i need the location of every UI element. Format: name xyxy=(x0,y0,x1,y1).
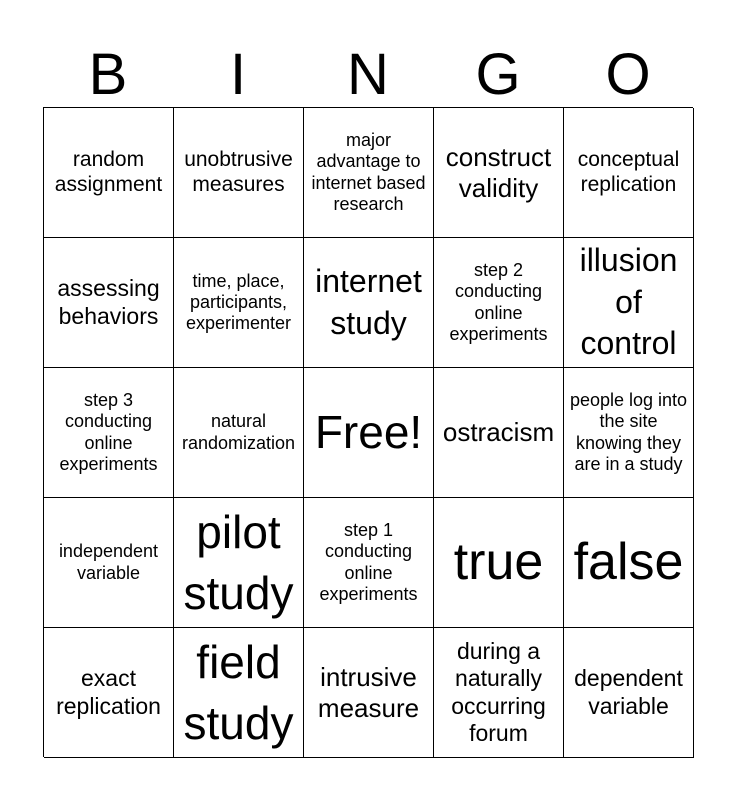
bingo-board xyxy=(43,107,693,757)
bingo-cell[interactable] xyxy=(564,628,694,758)
header-letter-n: N xyxy=(347,42,389,107)
cell-text: pilot study xyxy=(183,505,294,619)
bingo-cell[interactable] xyxy=(44,238,174,368)
cell-text: intrusive measure xyxy=(317,661,420,723)
cell-text: false xyxy=(573,532,684,591)
bingo-cell[interactable] xyxy=(174,498,304,628)
cell-text: major advantage to internet based research xyxy=(311,130,426,214)
cell-text: independent variable xyxy=(58,541,159,583)
bingo-cell[interactable] xyxy=(564,238,694,368)
bingo-cell[interactable] xyxy=(304,498,434,628)
bingo-cell[interactable] xyxy=(44,108,174,238)
bingo-cell[interactable] xyxy=(434,108,564,238)
bingo-cell[interactable] xyxy=(44,498,174,628)
cell-text: step 3 conducting online experiments xyxy=(59,390,158,474)
header-letter-o: O xyxy=(605,42,651,107)
bingo-cell[interactable] xyxy=(434,238,564,368)
bingo-cell[interactable] xyxy=(174,368,304,498)
header-letter-b: B xyxy=(88,42,128,107)
bingo-cell[interactable] xyxy=(44,368,174,498)
cell-text: internet study xyxy=(315,262,422,341)
cell-text: people log into the site knowing they are in a study xyxy=(569,390,688,474)
bingo-cell[interactable] xyxy=(304,108,434,238)
bingo-cell[interactable] xyxy=(304,628,434,758)
cell-text: ostracism xyxy=(442,417,555,448)
cell-text: unobtrusive measures xyxy=(184,147,293,196)
cell-text: assessing behaviors xyxy=(57,275,160,329)
bingo-cell[interactable] xyxy=(434,628,564,758)
bingo-cell[interactable] xyxy=(174,238,304,368)
bingo-cell[interactable] xyxy=(434,498,564,628)
cell-text: step 1 conducting online experiments xyxy=(319,520,418,604)
bingo-header xyxy=(43,42,693,108)
cell-text: natural randomization xyxy=(181,411,296,453)
bingo-cell[interactable] xyxy=(564,108,694,238)
cell-text: during a naturally occurring forum xyxy=(451,638,546,746)
bingo-cell[interactable] xyxy=(434,368,564,498)
bingo-cell[interactable] xyxy=(44,628,174,758)
bingo-cell[interactable] xyxy=(174,628,304,758)
free-space-label: Free! xyxy=(314,406,423,459)
bingo-cell[interactable] xyxy=(304,238,434,368)
cell-text: exact replication xyxy=(56,665,161,719)
free-space-cell[interactable] xyxy=(304,368,434,498)
bingo-cell[interactable] xyxy=(564,368,694,498)
header-letter-i: I xyxy=(229,42,247,107)
bingo-cell[interactable] xyxy=(564,498,694,628)
cell-text: dependent variable xyxy=(574,665,683,719)
cell-text: illusion of control xyxy=(579,242,678,362)
bingo-cell[interactable] xyxy=(174,108,304,238)
header-letter-g: G xyxy=(475,42,521,107)
cell-text: random assignment xyxy=(54,147,163,196)
cell-text: true xyxy=(453,532,544,591)
cell-text: construct validity xyxy=(445,141,552,203)
cell-text: time, place, participants, experimenter xyxy=(185,270,292,334)
cell-text: field study xyxy=(183,635,294,749)
cell-text: conceptual replication xyxy=(577,147,680,196)
cell-text: step 2 conducting online experiments xyxy=(449,260,548,344)
